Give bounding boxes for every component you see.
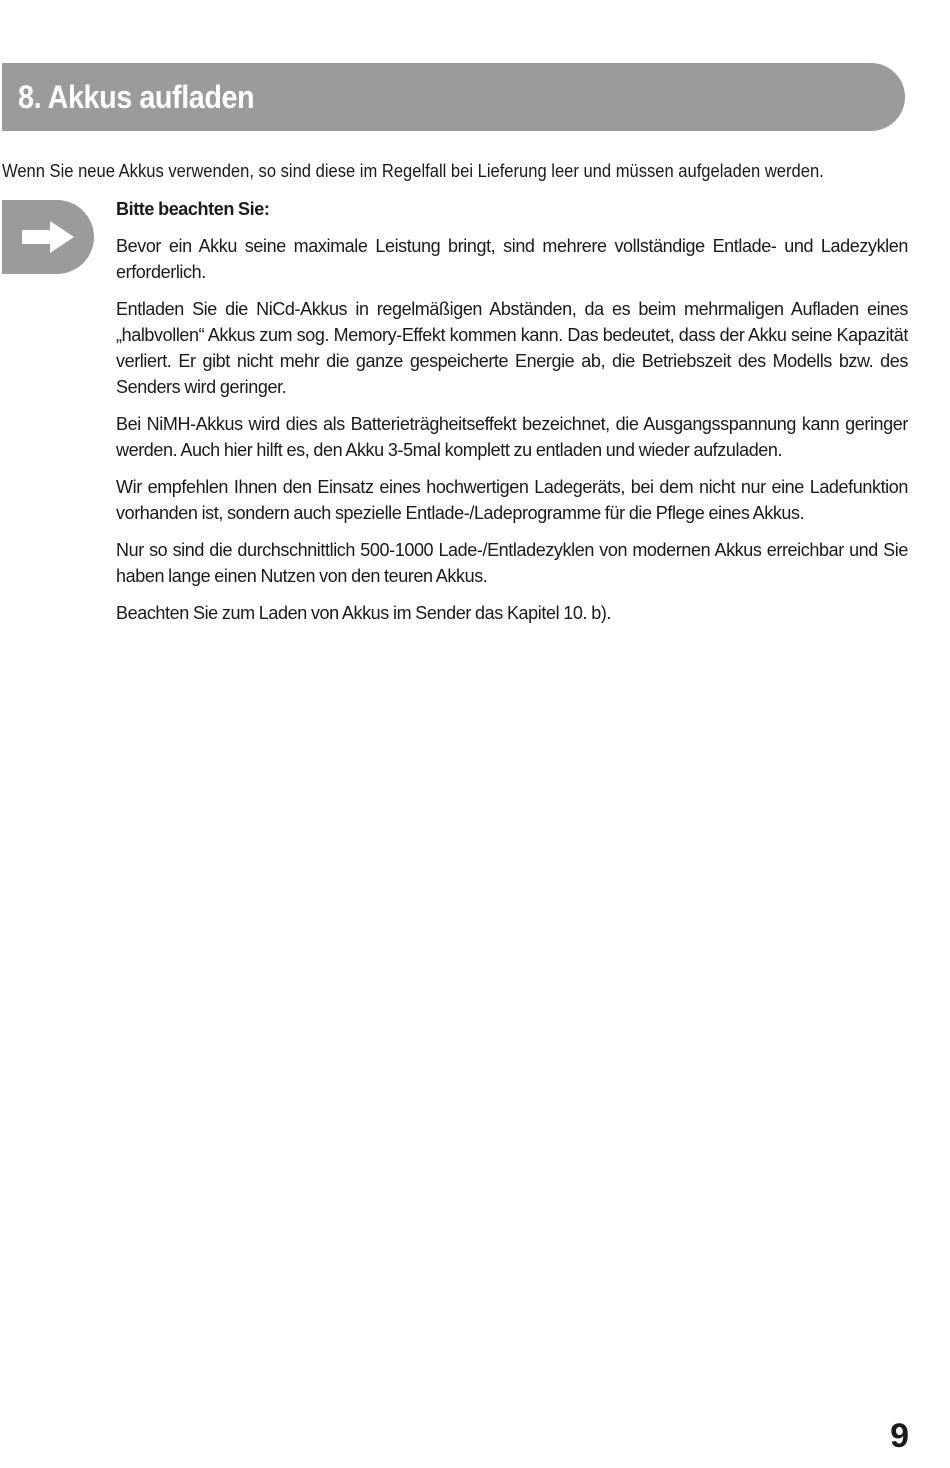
note-paragraph: Entladen Sie die NiCd-Akkus in regelmäßigen Abständen, da es beim mehrmaligen Aufladen eines „halbvollen“ Akkus zum sog. Memory-Effekt kommen kann. Das bedeutet, dass der Akku seine Kapazität verliert. Er gibt nicht mehr die ganze gespeicherte Energie ab, die Betriebszeit des Modells bzw. des Senders wird geringer. — [116, 299, 908, 397]
note-paragraph: Bei NiMH-Akkus wird dies als Batterieträgheitseffekt bezeichnet, die Ausgangsspannung kann geringer werden. Auch hier hilft es, den Akku 3-5mal komplett zu entladen und wieder aufzuladen. — [116, 414, 908, 460]
page-number: 9 — [890, 1417, 909, 1455]
note-heading: Bitte beachten Sie: — [116, 199, 270, 219]
arrow-right-icon — [2, 200, 94, 274]
note-paragraph: Beachten Sie zum Laden von Akkus im Sender das Kapitel 10. b). — [116, 603, 612, 623]
note-paragraph: Wir empfehlen Ihnen den Einsatz eines hochwertigen Ladegeräts, bei dem nicht nur eine Ladefunktion vorhanden ist, sondern auch spezielle Entlade-/Ladeprogramme für die Pflege eines Akkus. — [116, 477, 908, 523]
section-title: 8. Akkus aufladen — [18, 78, 255, 115]
section-header — [2, 63, 905, 131]
note-paragraph: Nur so sind die durchschnittlich 500-1000 Lade-/Entladezyklen von modernen Akkus erreichbar und Sie haben lange einen Nutzen von den teuren Akkus. — [116, 540, 908, 586]
intro-paragraph: Wenn Sie neue Akkus verwenden, so sind diese im Regelfall bei Lieferung leer und müssen aufgeladen werden. — [2, 161, 824, 181]
note-paragraph: Bevor ein Akku seine maximale Leistung bringt, sind mehrere vollständige Entlade- und Ladezyklen erforderlich. — [116, 236, 908, 282]
note-content — [116, 196, 908, 637]
